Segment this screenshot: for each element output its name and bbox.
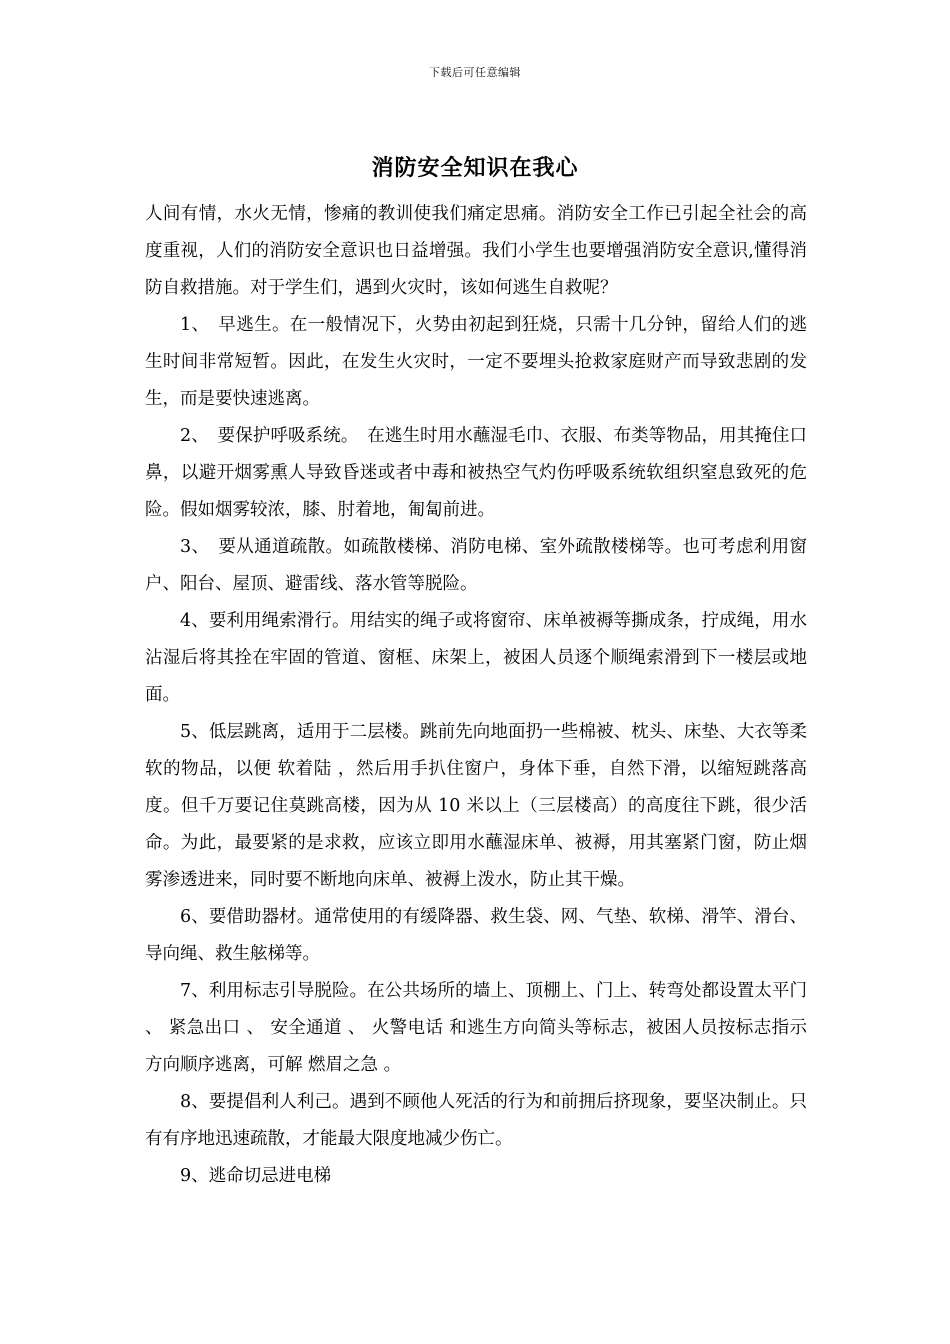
paragraph-use-equipment: 6、要借助器材。通常使用的有缓降器、救生袋、网、气垫、软梯、滑竿、滑台、导向绳、救生舷梯等。 xyxy=(145,907,807,964)
intro-paragraph: 人间有情，水火无情，惨痛的教训使我们痛定思痛。消防安全工作已引起全社会的高度重视，人们的消防安全意识也日益增强。我们小学生也要增强消防安全意识,懂得消防自救措施。对于学生们，遇到火灾时，该如何逃生自救呢？ xyxy=(145,204,807,298)
paragraph-rope-sliding: 4、要利用绳索滑行。用结实的绳子或将窗帘、床单被褥等撕成条，拧成绳，用水沾湿后将其拴在牢固的管道、窗框、床架上，被困人员逐个顺绳索滑到下一楼层或地面。 xyxy=(145,611,807,705)
paragraph-use-passages: 3、 要从通道疏散。如疏散楼梯、消防电梯、室外疏散楼梯等。也可考虑利用窗户、阳台、屋顶、避雷线、落水管等脱险。 xyxy=(145,537,807,594)
page-title: 消防安全知识在我心 xyxy=(371,155,579,181)
paragraph-low-floor-jump: 5、低层跳离，适用于二层楼。跳前先向地面扔一些棉被、枕头、床垫、大衣等柔软的物品，以便 软着陆 ，然后用手扒住窗户，身体下垂，自然下滑，以缩短跳落高度。但千万要记住莫跳高楼，因为从 10 米以上（三层楼高）的高度往下跳，很少活命。为此，最要紧的是求救，应该立即用水蘸湿床单、被褥，用其塞紧门窗，防止烟雾渗透进来，同时要不断地向床单、被褥上泼水，防止其干燥。 xyxy=(145,722,807,890)
paragraph-follow-signs: 7、利用标志引导脱险。在公共场所的墙上、顶棚上、门上、转弯处都设置太平门 、 紧急出口 、 安全通道 、 火警电话 和逃生方向简头等标志，被困人员按标志指示方向顺序逃离，可解 燃眉之急 。 xyxy=(145,981,807,1075)
header-note: 下载后可任意编辑 xyxy=(429,66,521,79)
paragraph-no-elevator: 9、逃命切忌进电梯 xyxy=(180,1166,332,1186)
paragraph-protect-breathing: 2、 要保护呼吸系统。 在逃生时用水蘸湿毛巾、衣服、布类等物品，用其掩住口鼻，以避开烟雾熏人导致昏迷或者中毒和被热空气灼伤呼吸系统软组织窒息致死的危险。假如烟雾较浓，膝、肘着地，匍匐前进。 xyxy=(145,426,807,520)
paragraph-orderly-evacuation: 8、要提倡利人利己。遇到不顾他人死活的行为和前拥后挤现象，要坚决制止。只有有序地迅速疏散，才能最大限度地减少伤亡。 xyxy=(145,1092,807,1149)
document-body xyxy=(145,196,807,1195)
paragraph-escape-early: 1、 早逃生。在一般情况下，火势由初起到狂烧，只需十几分钟，留给人们的逃生时间非常短暂。因此，在发生火灾时，一定不要埋头抢救家庭财产而导致悲剧的发生，而是要快速逃离。 xyxy=(145,315,807,409)
